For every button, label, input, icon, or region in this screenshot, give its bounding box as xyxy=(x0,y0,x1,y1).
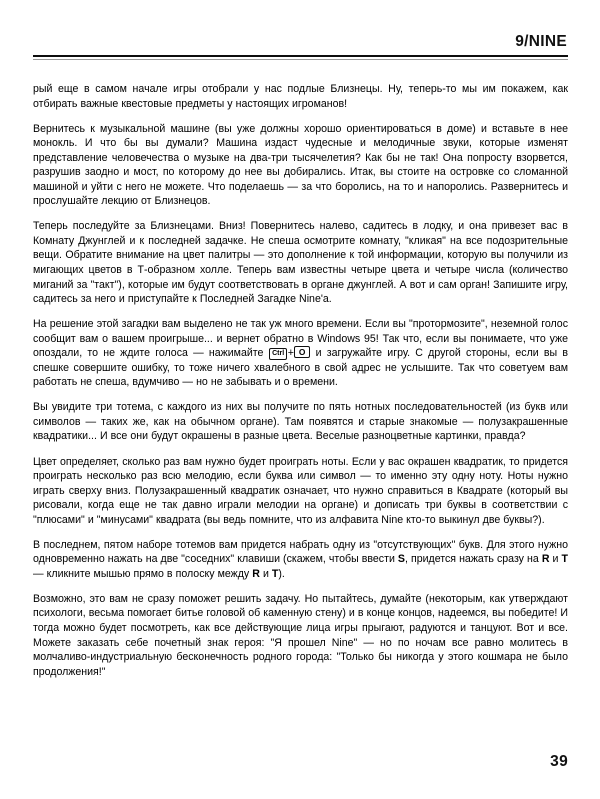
text-run: ). xyxy=(278,567,285,580)
keycap-ctrl: Ctrl xyxy=(269,348,287,360)
page-header xyxy=(33,34,568,74)
body-text-column xyxy=(33,82,568,679)
text-run: На решение этой загадки вам выделено не так уж много времени. Если вы "протормозите", неземной голос сообщит вам о вашем проигрыше... и вернет обратно в Windows 95! Так что, если вы понимаете, что уже опоздали, то не ждите голоса — нажимайте xyxy=(33,318,568,360)
text-run: Возможно, это вам не сразу поможет решить задачу. Но пытайтесь, думайте (некоторым, как утверждают психологи, весьма помогает битье головой об каменную стену) и в конце концов, надеемся, вы победите! И тогда можно будет посмотреть, как все действующие лица игры прыгают, радуются и танцуют. Вот и все. Можете заказать себе почетный знак героя: "Я прошел Nine" — но по ночам все равно молитесь в молчаливо-индустриальную бесконечность родного города: "Только бы никогда у этого кошмара не было продолжения!" xyxy=(33,592,568,678)
paragraph xyxy=(33,400,568,444)
text-run: Цвет определяет, сколько раз вам нужно будет проиграть ноты. Если у вас окрашен квадратик, то придется проиграть несколько раз всю мелодию, если буква или символ — то именно эту одну ноту. Ноты нужно играть сверху вниз. Полузакрашенный квадратик означает, что нужно справиться в Квадрате (который вы рисовали, когда еще не так давно играли мелодии на органе) и дописать три буквы в соответствии с "плюсами" и "минусами" квадрата (вы ведь помните, что из алфавита Nine кто-то выкинул две буквы?). xyxy=(33,455,568,526)
text-run: Вернитесь к музыкальной машине (вы уже должны хорошо ориентироваться в доме) и вставьте в нее монокль. И что бы вы думали? Машина издаст чудесные и мелодичные звуки, которые изменят представление человечества о музыке на два-три тысячелетия? Как бы не так! Она попросту взорвется, разрушив заодно и мост, по которому до нее вы добирались. Итак, вы стоите на островке со сломанной машиной и уйти с него не можете. Что поделаешь — за что боролись, на то и напоролись. Развернитесь и прослушайте лекцию от Близнецов. xyxy=(33,122,568,208)
paragraph xyxy=(33,592,568,679)
paragraph xyxy=(33,455,568,528)
emphasis-letter: T xyxy=(271,567,279,580)
paragraph xyxy=(33,82,568,111)
text-run: + xyxy=(287,347,294,360)
emphasis-letter: T xyxy=(561,553,568,566)
running-head-title: 9/NINE xyxy=(515,33,567,50)
text-run: и xyxy=(549,553,562,566)
text-run: Вы увидите три тотема, с каждого из них вы получите по пять нотных последовательностей (из букв или символов — таких же, как на обычном органе). Там появятся и старые знакомые — полузакрашенные квадратики... И все они будут окрашены в разные цвета. Веселые разноцветные картинки, правда? xyxy=(33,401,568,443)
text-run: Теперь последуйте за Близнецами. Вниз! Повернитесь налево, садитесь в лодку, и она привезет вас в Комнату Джунглей и к последней задачке. Не спеша осмотрите комнату, "кликая" на все подозрительные вещи. Обратите внимание на цвет палитры — это дополнение к той информации, которую вы получили из мигающих цветов в Т-образном холле. Теперь вам известны четыре цвета и четыре числа (количество миганий за "такт"), которые им будут соответствовать в органе джунглей. А вот и сам орган! Запишите игру, садитесь за него и приступайте к Последней Загадке Nine'a. xyxy=(33,220,568,306)
page-number: 39 xyxy=(550,753,568,770)
text-run: рый еще в самом начале игры отобрали у нас подлые Близнецы. Ну, теперь-то мы им покажем, как отбирать важные квестовые предметы у настоящих игроманов! xyxy=(33,83,568,110)
keycap-o: O xyxy=(294,346,310,358)
emphasis-letter: R xyxy=(252,567,260,580)
paragraph xyxy=(33,219,568,306)
emphasis-letter: R xyxy=(541,553,550,566)
text-run: , придется нажать сразу на xyxy=(405,553,542,566)
header-rule-thin xyxy=(33,59,568,60)
text-run: В последнем, пятом наборе тотемов вам придется набрать одну из "отсутствующих" букв. Для этого нужно одновременно нажать на две "соседних" клавиши (скажем, чтобы ввести xyxy=(33,538,568,566)
paragraph xyxy=(33,538,568,582)
text-run: и xyxy=(259,567,272,580)
emphasis-letter: S xyxy=(397,553,405,566)
paragraph xyxy=(33,317,568,390)
paragraph xyxy=(33,122,568,209)
text-run: — кликните мышью прямо в полоску между xyxy=(33,567,253,580)
text-run: и загружайте игру. С другой стороны, если вы в спешке совершите ошибку, то тоже ничего хвалебного в свой адрес не услышите. Так что советуем вам работать не спеша, вдумчиво — но не забывать и о времени. xyxy=(33,347,568,389)
